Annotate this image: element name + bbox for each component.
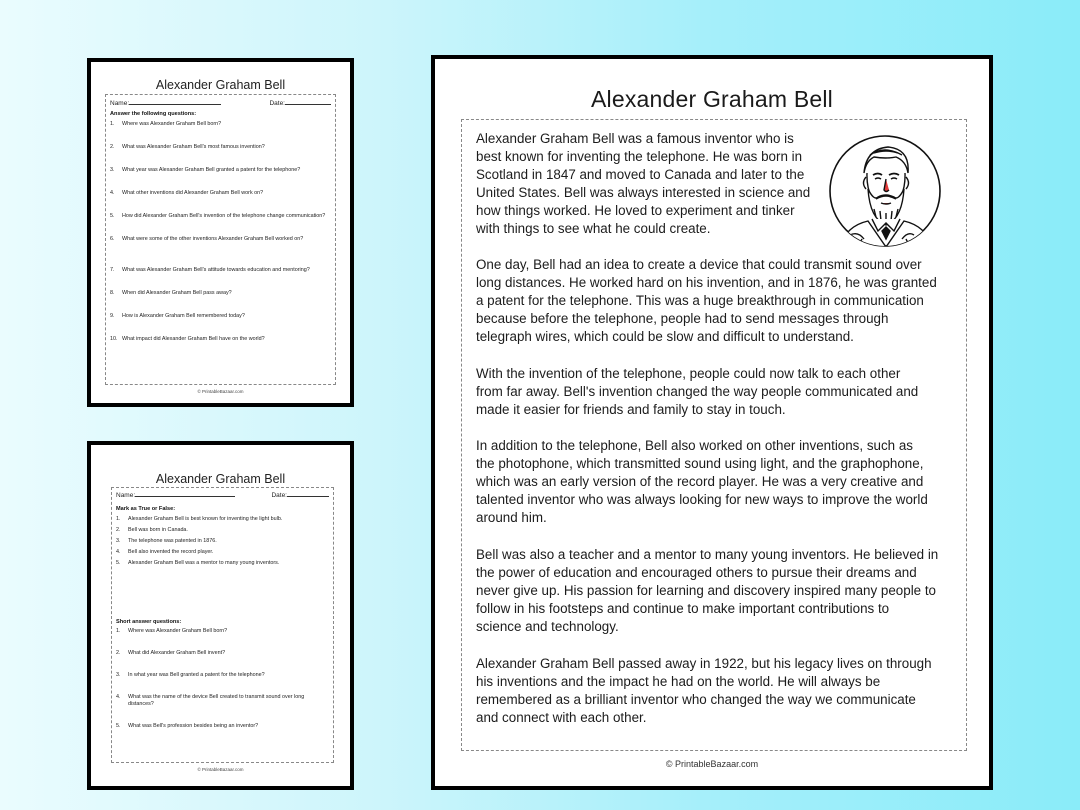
question-number: 4.: [116, 549, 121, 555]
question-number: 5.: [116, 723, 121, 729]
paragraph-line: the photophone, which transmitted sound using light, and the graphophone,: [476, 456, 924, 472]
question-number: 4.: [116, 694, 121, 700]
question-text: How is Alexander Graham Bell remembered today?: [122, 313, 245, 319]
paragraph-line: never give up. His passion for learning and discovery inspired many people to: [476, 583, 937, 599]
question-item: [110, 336, 331, 343]
paragraph-line: With the invention of the telephone, people could now talk to each other: [476, 366, 901, 381]
worksheet-body: [111, 487, 334, 763]
question-item: [116, 694, 329, 708]
question-item: [116, 527, 329, 534]
question-number: 10.: [110, 336, 118, 342]
question-text: How did Alexander Graham Bell's invention of the telephone change communication?: [122, 213, 326, 219]
question-number: 3.: [116, 672, 121, 678]
paragraph-line: how things worked. He loved to experiment and tinker: [476, 203, 795, 219]
paragraph: [476, 437, 954, 527]
paragraph-line: best known for inventing the telephone. He was born in: [476, 149, 803, 165]
paragraph: [476, 130, 954, 239]
question-list: [110, 121, 331, 343]
reading-title: Alexander Graham Bell: [591, 86, 833, 112]
name-line: [129, 104, 221, 105]
question-item: [116, 650, 329, 657]
date-line: [285, 104, 331, 105]
question-text: Bell was born in Canada.: [128, 527, 188, 533]
question-text: Alexander Graham Bell is best known for inventing the light bulb.: [128, 516, 283, 522]
paragraph-line: science and technology.: [476, 619, 619, 635]
question-number: 4.: [110, 190, 115, 196]
paragraph: [476, 256, 954, 346]
question-text: What other inventions did Alexander Graham Bell work on?: [122, 190, 264, 196]
date-line: [287, 496, 329, 497]
paragraph: [476, 655, 954, 727]
paragraph-line: telegraph wires, which could be slow and difficult to understand.: [476, 329, 854, 345]
question-number: 7.: [110, 267, 115, 273]
date-label: Date:: [271, 492, 287, 499]
question-text: Bell also invented the record player.: [128, 549, 214, 555]
question-text: What year was Alexander Graham Bell granted a patent for the telephone?: [122, 167, 301, 173]
paragraph: [476, 546, 954, 636]
paragraph-line: with things to see what he could create.: [476, 221, 711, 237]
question-number: 1.: [116, 628, 121, 634]
paragraph-line: because before the telephone, people had to send messages through: [476, 311, 889, 327]
question-number: 3.: [116, 538, 121, 544]
name-date-row: [116, 492, 329, 499]
question-item: [110, 267, 331, 274]
question-number: 2.: [116, 527, 121, 533]
paragraph-line: and connect with each other.: [476, 710, 647, 726]
paragraph-line: which was an early version of the record player. He was a very creative and: [476, 474, 924, 490]
question-number: 8.: [110, 290, 115, 296]
questions-worksheet: [87, 58, 354, 407]
tf-heading: Mark as True or False:: [116, 506, 176, 512]
question-number: 5.: [116, 560, 121, 566]
paragraph-line: Alexander Graham Bell was a famous inventor who is: [476, 131, 794, 146]
paragraph-line: long distances. He worked hard on his invention, and in 1876, he was granted: [476, 275, 937, 291]
question-number: 2.: [116, 650, 121, 656]
question-number: 9.: [110, 313, 115, 319]
question-number: 3.: [110, 167, 115, 173]
question-item: [116, 516, 329, 523]
worksheet-title: Alexander Graham Bell: [155, 78, 286, 92]
paragraph-line: In addition to the telephone, Bell also worked on other inventions, such as: [476, 438, 913, 453]
question-text: In what year was Bell granted a patent for the telephone?: [128, 672, 265, 678]
instructions: Answer the following questions:: [110, 111, 197, 117]
tf-list: [116, 516, 329, 567]
question-item: [110, 121, 331, 128]
question-item: [116, 723, 329, 730]
question-text: What was Alexander Graham Bell's attitude towards education and mentoring?: [122, 267, 310, 273]
question-item: [116, 628, 329, 635]
worksheet-title: Alexander Graham Bell: [155, 472, 286, 486]
question-text: The telephone was patented in 1876.: [128, 538, 217, 544]
question-text: Where was Alexander Graham Bell born?: [128, 628, 228, 634]
question-number: 1.: [116, 516, 121, 522]
name-date-row: [110, 100, 331, 107]
question-item: [110, 213, 331, 220]
question-number: 6.: [110, 236, 115, 242]
question-item: [116, 672, 329, 679]
paragraph: [476, 365, 954, 419]
question-text: What impact did Alexander Graham Bell have on the world?: [122, 336, 265, 342]
question-item: [110, 167, 331, 174]
question-text: What was Alexander Graham Bell's most famous invention?: [122, 144, 265, 150]
paragraph-line: talented inventor who was always looking for new ways to improve the world: [476, 492, 928, 508]
question-item: [116, 538, 329, 545]
paragraph-line: around him.: [476, 510, 547, 526]
question-item: [110, 190, 331, 197]
worksheet-footer: © PrintableBazaar.com: [197, 389, 244, 394]
question-text: What were some of the other inventions Alexander Graham Bell worked on?: [122, 236, 304, 242]
worksheet-body: [105, 94, 336, 385]
short-answer-list: [116, 628, 329, 730]
question-item: [110, 236, 331, 243]
question-text: When did Alexander Graham Bell pass away?: [122, 290, 232, 296]
paragraph-line: One day, Bell had an idea to create a device that could transmit sound over: [476, 257, 922, 272]
paragraph-line: remembered as a brilliant inventor who changed the way we communicate: [476, 692, 916, 708]
question-number: 1.: [110, 121, 115, 127]
paragraph-line: made it easier for friends and family to stay in touch.: [476, 402, 786, 418]
question-item: [110, 290, 331, 297]
question-item: [110, 144, 331, 151]
date-label: Date:: [269, 100, 285, 107]
sa-heading: Short answer questions:: [116, 619, 182, 625]
question-text: Alexander Graham Bell was a mentor to many young inventors.: [128, 560, 280, 566]
paragraph-line: United States. Bell was always interested in science and: [476, 185, 811, 201]
name-label: Name:: [110, 100, 130, 107]
paragraph-line: the power of education and encouraged others to pursue their dreams and: [476, 565, 917, 581]
question-item: [116, 549, 329, 556]
reading-passage-page: [431, 55, 993, 790]
question-item: [116, 560, 329, 567]
paragraph-line: from far away. Bell's invention changed the way people communicated and: [476, 384, 919, 400]
question-item: [110, 313, 331, 320]
paragraph-line: Scotland in 1847 and moved to Canada and later to the: [476, 167, 805, 183]
question-text: What did Alexander Graham Bell invent?: [128, 650, 226, 656]
paragraph-line: Alexander Graham Bell passed away in 1922, but his legacy lives on through: [476, 656, 932, 671]
paragraph-line: follow in his footsteps and continue to make important contributions to: [476, 601, 890, 617]
true-false-worksheet: [87, 441, 354, 790]
reading-box: [461, 119, 967, 751]
question-number: 5.: [110, 213, 115, 219]
question-text: What was the name of the device Bell created to transmit sound over long distances?: [128, 694, 305, 707]
paragraph-line: his inventions and the impact he had on the world. He will always be: [476, 674, 881, 690]
paragraph-line: a patent for the telephone. This was a huge breakthrough in communication: [476, 293, 924, 309]
paragraph-line: Bell was also a teacher and a mentor to many young inventors. He believed in: [476, 547, 939, 562]
question-text: What was Bell's profession besides being an inventor?: [128, 723, 259, 729]
worksheet-footer: © PrintableBazaar.com: [197, 767, 244, 772]
question-text: Where was Alexander Graham Bell born?: [122, 121, 222, 127]
reading-footer: © PrintableBazaar.com: [665, 759, 759, 769]
question-number: 2.: [110, 144, 115, 150]
name-line: [135, 496, 235, 497]
name-label: Name:: [116, 492, 136, 499]
